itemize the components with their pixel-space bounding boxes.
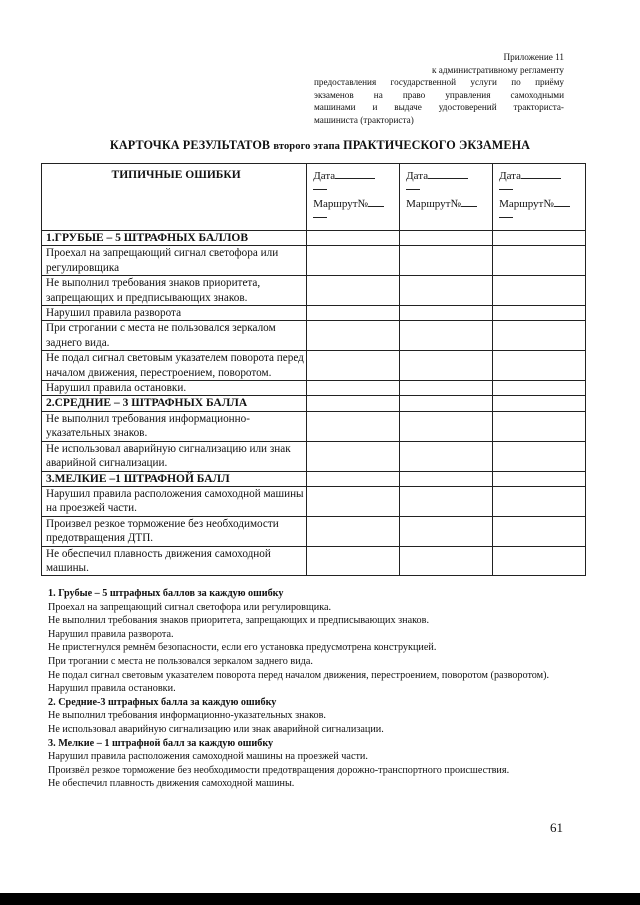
date-route-header [400,164,493,231]
result-cell[interactable] [400,306,493,321]
section-row [42,471,586,486]
error-cell: Не обеспечил плавность движения самоходной машины. [42,546,307,576]
result-cell[interactable] [493,411,586,441]
title-part: второго этапа [273,141,340,152]
result-cell[interactable] [307,246,400,276]
result-cell[interactable] [307,516,400,546]
appendix-line: к административному регламенту [432,64,564,75]
date-label: Дата [313,170,336,182]
route-label: Маршрут№ [499,198,554,210]
error-cell: Не использовал аварийную сигнализацию или знак аварийной сигнализации. [42,441,307,471]
appendix-header [314,51,564,127]
result-cell[interactable] [493,306,586,321]
route-label: Маршрут№ [313,198,369,210]
section-title: 3.МЕЛКИЕ –1 ШТРАФНОЙ БАЛЛ [42,471,307,486]
result-cell[interactable] [493,351,586,381]
title-part: КАРТОЧКА РЕЗУЛЬТАТОВ [109,138,271,152]
note-item: Нарушил правила разворота. [48,628,174,640]
error-cell: Проехал на запрещающий сигнал светофора или регулировщика [42,246,307,276]
table-row [42,411,586,441]
note-item: При трогании с места не пользовался зеркалом заднего вида. [48,655,313,667]
result-cell[interactable] [400,516,493,546]
result-cell[interactable] [493,321,586,351]
table-row [42,351,586,381]
appendix-line: экзаменов на право управления самоходными [314,89,564,100]
table-row [42,276,586,306]
result-cell[interactable] [307,441,400,471]
result-cell[interactable] [307,546,400,576]
notes-heading: 3. Мелкие – 1 штрафной балл за каждую ошибку [48,737,274,749]
result-cell[interactable] [400,321,493,351]
title-part: ПРАКТИЧЕСКОГО ЭКЗАМЕНА [343,138,531,152]
route-label: Маршрут№ [406,198,461,210]
note-item: Не пристегнулся ремнём безопасности, если его установка предусмотрена конструкцией. [48,642,437,654]
result-cell[interactable] [493,486,586,516]
result-cell[interactable] [307,321,400,351]
result-cell[interactable] [307,486,400,516]
result-cell[interactable] [307,381,400,396]
notes-heading: 1. Грубые – 5 штрафных баллов за каждую ошибку [48,588,284,599]
errors-header: ТИПИЧНЫЕ ОШИБКИ [42,164,307,231]
error-cell: Произвел резкое торможение без необходимости предотвращения ДТП. [42,516,307,546]
error-cell: Нарушил правила расположения самоходной машины на проезжей части. [42,486,307,516]
section-title: 2.СРЕДНИЕ – 3 ШТРАФНЫХ БАЛЛА [42,396,307,411]
table-row [42,306,586,321]
error-cell: Нарушил правила разворота [42,306,307,321]
error-cell: Не выполнил требования знаков приоритета, запрещающих и предписывающих знаков. [42,276,307,306]
date-route-header [307,164,400,231]
error-cell: Нарушил правила остановки. [42,381,307,396]
page-title [0,138,640,153]
table-row [42,441,586,471]
notes-heading: 2. Средние-3 штрафных балла за каждую ошибку [48,696,277,708]
note-item: Проехал на запрещающий сигнал светофора или регулировщика. [48,601,332,613]
table-row [42,381,586,396]
result-cell[interactable] [400,381,493,396]
result-cell[interactable] [307,351,400,381]
table-header-row [42,164,586,231]
note-item: Не подал сигнал световым указателем поворота перед началом движения, перестроением, поворотом (разворотом). [48,669,550,681]
result-cell[interactable] [307,306,400,321]
result-cell[interactable] [493,516,586,546]
table-row [42,246,586,276]
table-row [42,516,586,546]
result-cell[interactable] [400,276,493,306]
note-item: Нарушил правила остановки. [48,683,176,695]
table-row [42,321,586,351]
note-item: Произвёл резкое торможение без необходимости предотвращения дорожно-транспортного происшествия. [48,764,510,776]
result-cell[interactable] [400,546,493,576]
appendix-line: предоставления государственной услуги по приёму [314,77,564,88]
result-cell[interactable] [400,246,493,276]
note-item: Не выполнил требования знаков приоритета, запрещающих и предписывающих знаков. [48,615,429,627]
result-cell[interactable] [307,276,400,306]
result-cell[interactable] [400,486,493,516]
result-cell[interactable] [400,351,493,381]
result-cell[interactable] [493,276,586,306]
result-cell[interactable] [493,246,586,276]
result-cell[interactable] [493,381,586,396]
date-route-header [493,164,586,231]
table-row [42,546,586,576]
error-cell: Не выполнил требования информационно-указательных знаков. [42,411,307,441]
note-item: Не выполнил требования информационно-указательных знаков. [48,710,326,722]
appendix-line: машиниста (тракториста) [314,114,414,125]
notes-section [48,587,576,791]
page-number: 61 [550,820,563,835]
table-row [42,486,586,516]
date-label: Дата [406,170,429,182]
date-label: Дата [499,170,521,182]
result-cell[interactable] [400,411,493,441]
error-cell: При строгании с места не пользовался зеркалом заднего вида. [42,321,307,351]
appendix-line: Приложение 11 [503,52,564,62]
result-cell[interactable] [493,546,586,576]
result-cell[interactable] [307,411,400,441]
appendix-line: машинами и выдаче удостоверений тракториста- [314,102,564,113]
results-table [41,163,586,576]
scan-border [0,893,640,905]
section-title: 1.ГРУБЫЕ – 5 ШТРАФНЫХ БАЛЛОВ [42,231,307,246]
note-item: Не использовал аварийную сигнализацию или знак аварийной сигнализации. [48,723,384,735]
error-cell: Не подал сигнал световым указателем поворота перед началом движения, перестроением, поворотом. [42,351,307,381]
note-item: Нарушил правила расположения самоходной машины на проезжей части. [48,751,368,763]
section-row [42,231,586,246]
section-row [42,396,586,411]
result-cell[interactable] [493,441,586,471]
result-cell[interactable] [400,441,493,471]
note-item: Не обеспечил плавность движения самоходной машины. [48,778,295,790]
